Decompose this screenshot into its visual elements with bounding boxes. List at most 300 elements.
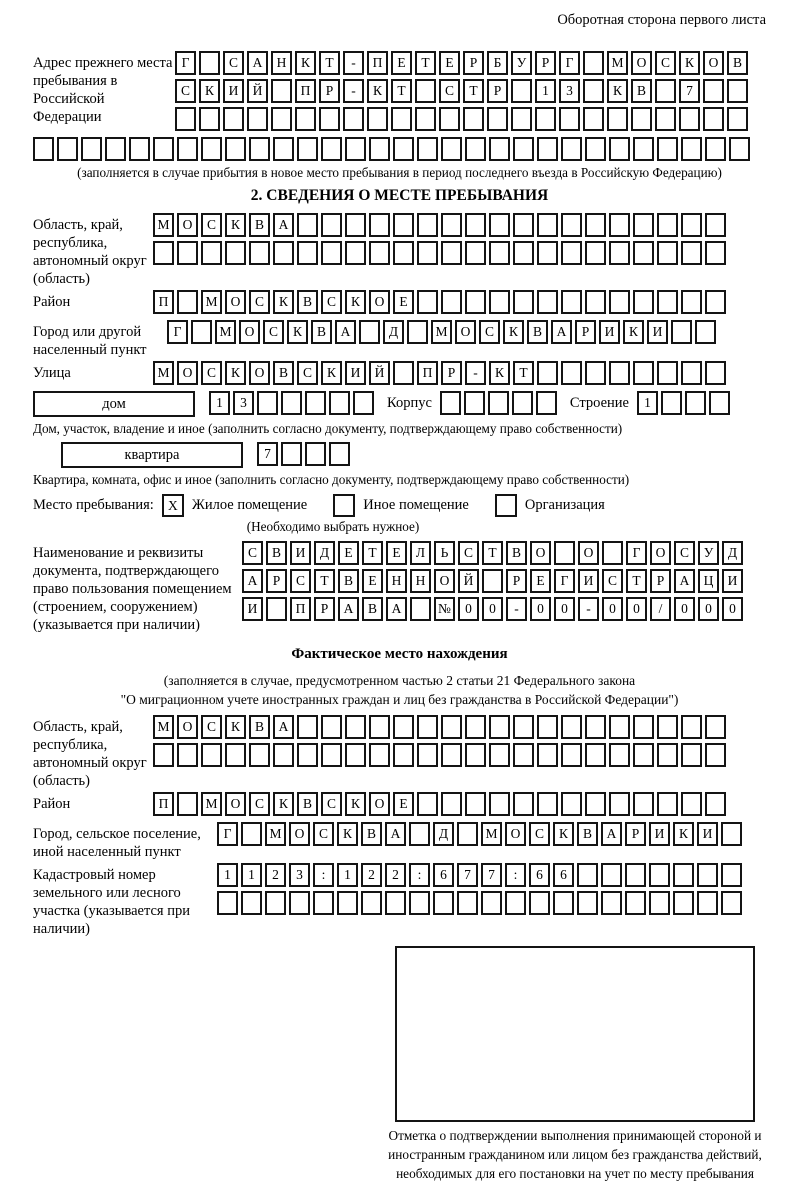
char-cell[interactable] (393, 743, 414, 767)
char-cell[interactable] (201, 743, 222, 767)
char-cell[interactable] (511, 79, 532, 103)
char-cell[interactable]: А (273, 715, 294, 739)
char-cell[interactable] (657, 290, 678, 314)
char-cell[interactable] (609, 137, 630, 161)
char-cell[interactable] (271, 79, 292, 103)
char-cell[interactable]: Й (369, 361, 390, 385)
char-cell[interactable]: С (263, 320, 284, 344)
char-cell[interactable]: У (698, 541, 719, 565)
char-cell[interactable] (249, 137, 270, 161)
char-cell[interactable]: К (321, 361, 342, 385)
char-cell[interactable]: У (511, 51, 532, 75)
char-cell[interactable] (153, 137, 174, 161)
char-cell[interactable]: С (321, 792, 342, 816)
char-cell[interactable] (319, 107, 340, 131)
char-cell[interactable]: Е (338, 541, 359, 565)
char-cell[interactable] (265, 891, 286, 915)
char-cell[interactable] (273, 137, 294, 161)
char-cell[interactable] (609, 290, 630, 314)
char-cell[interactable] (457, 891, 478, 915)
char-cell[interactable] (441, 792, 462, 816)
char-cell[interactable] (273, 743, 294, 767)
char-cell[interactable]: М (201, 290, 222, 314)
char-cell[interactable] (321, 743, 342, 767)
char-cell[interactable]: О (369, 290, 390, 314)
char-cell[interactable] (433, 891, 454, 915)
char-cell[interactable] (721, 863, 742, 887)
char-cell[interactable] (685, 391, 706, 415)
char-cell[interactable] (657, 743, 678, 767)
char-cell[interactable] (602, 541, 623, 565)
char-cell[interactable] (417, 213, 438, 237)
char-cell[interactable] (417, 792, 438, 816)
char-cell[interactable] (345, 715, 366, 739)
char-cell[interactable] (601, 863, 622, 887)
char-cell[interactable]: 1 (241, 863, 262, 887)
char-cell[interactable] (266, 597, 287, 621)
char-cell[interactable] (271, 107, 292, 131)
char-cell[interactable] (673, 863, 694, 887)
checkbox-organization[interactable] (495, 494, 517, 517)
char-cell[interactable]: С (321, 290, 342, 314)
char-cell[interactable] (217, 891, 238, 915)
char-cell[interactable] (393, 715, 414, 739)
char-cell[interactable]: Л (410, 541, 431, 565)
char-cell[interactable] (440, 391, 461, 415)
char-cell[interactable] (407, 320, 428, 344)
char-cell[interactable]: Р (625, 822, 646, 846)
char-cell[interactable] (705, 361, 726, 385)
char-cell[interactable]: О (177, 213, 198, 237)
char-cell[interactable] (417, 137, 438, 161)
char-cell[interactable]: Г (626, 541, 647, 565)
char-cell[interactable]: Т (482, 541, 503, 565)
char-cell[interactable] (585, 137, 606, 161)
char-cell[interactable] (441, 290, 462, 314)
char-cell[interactable]: 1 (217, 863, 238, 887)
char-cell[interactable] (705, 137, 726, 161)
char-cell[interactable]: К (295, 51, 316, 75)
char-cell[interactable] (561, 213, 582, 237)
char-cell[interactable]: П (153, 792, 174, 816)
char-cell[interactable] (441, 137, 462, 161)
char-cell[interactable]: В (249, 715, 270, 739)
char-cell[interactable] (345, 241, 366, 265)
char-cell[interactable] (505, 891, 526, 915)
char-cell[interactable] (511, 107, 532, 131)
char-cell[interactable] (409, 822, 430, 846)
char-cell[interactable]: 6 (553, 863, 574, 887)
char-cell[interactable] (409, 891, 430, 915)
char-cell[interactable]: О (177, 361, 198, 385)
char-cell[interactable] (225, 241, 246, 265)
char-cell[interactable]: С (674, 541, 695, 565)
char-cell[interactable]: Д (383, 320, 404, 344)
char-cell[interactable] (729, 137, 750, 161)
char-cell[interactable] (177, 290, 198, 314)
char-cell[interactable] (601, 891, 622, 915)
char-cell[interactable] (537, 213, 558, 237)
char-cell[interactable]: Н (271, 51, 292, 75)
char-cell[interactable] (537, 792, 558, 816)
char-cell[interactable] (671, 320, 692, 344)
char-cell[interactable]: В (577, 822, 598, 846)
char-cell[interactable]: К (337, 822, 358, 846)
char-cell[interactable]: О (177, 715, 198, 739)
char-cell[interactable]: Е (393, 290, 414, 314)
char-cell[interactable] (81, 137, 102, 161)
char-cell[interactable]: И (223, 79, 244, 103)
char-cell[interactable] (561, 361, 582, 385)
char-cell[interactable] (537, 361, 558, 385)
char-cell[interactable]: - (578, 597, 599, 621)
char-cell[interactable] (369, 137, 390, 161)
char-cell[interactable]: Е (530, 569, 551, 593)
char-cell[interactable]: А (247, 51, 268, 75)
char-cell[interactable]: К (345, 290, 366, 314)
char-cell[interactable] (655, 79, 676, 103)
char-cell[interactable] (681, 241, 702, 265)
char-cell[interactable] (585, 361, 606, 385)
char-cell[interactable]: С (602, 569, 623, 593)
char-cell[interactable]: К (489, 361, 510, 385)
char-cell[interactable]: В (266, 541, 287, 565)
char-cell[interactable] (513, 792, 534, 816)
char-cell[interactable] (439, 107, 460, 131)
char-cell[interactable] (561, 290, 582, 314)
char-cell[interactable] (57, 137, 78, 161)
char-cell[interactable]: М (153, 715, 174, 739)
char-cell[interactable] (513, 241, 534, 265)
char-cell[interactable] (537, 715, 558, 739)
char-cell[interactable] (554, 541, 575, 565)
char-cell[interactable]: В (249, 213, 270, 237)
char-cell[interactable]: В (297, 290, 318, 314)
char-cell[interactable]: Р (266, 569, 287, 593)
char-cell[interactable]: 0 (482, 597, 503, 621)
char-cell[interactable]: М (481, 822, 502, 846)
char-cell[interactable]: К (503, 320, 524, 344)
char-cell[interactable] (297, 213, 318, 237)
char-cell[interactable] (705, 290, 726, 314)
char-cell[interactable]: И (722, 569, 743, 593)
char-cell[interactable] (705, 213, 726, 237)
char-cell[interactable]: О (650, 541, 671, 565)
char-cell[interactable] (585, 743, 606, 767)
char-cell[interactable]: 3 (289, 863, 310, 887)
char-cell[interactable]: Е (439, 51, 460, 75)
char-cell[interactable]: К (287, 320, 308, 344)
char-cell[interactable]: Е (386, 541, 407, 565)
char-cell[interactable]: Т (319, 51, 340, 75)
char-cell[interactable]: Т (626, 569, 647, 593)
char-cell[interactable] (583, 107, 604, 131)
char-cell[interactable] (257, 391, 278, 415)
char-cell[interactable] (289, 891, 310, 915)
char-cell[interactable]: С (655, 51, 676, 75)
char-cell[interactable]: 7 (481, 863, 502, 887)
char-cell[interactable] (247, 107, 268, 131)
char-cell[interactable] (465, 241, 486, 265)
char-cell[interactable] (345, 743, 366, 767)
char-cell[interactable] (679, 107, 700, 131)
char-cell[interactable]: Н (410, 569, 431, 593)
char-cell[interactable] (153, 743, 174, 767)
char-cell[interactable]: 1 (209, 391, 230, 415)
char-cell[interactable]: О (530, 541, 551, 565)
char-cell[interactable]: Й (458, 569, 479, 593)
char-cell[interactable]: С (201, 715, 222, 739)
char-cell[interactable] (295, 107, 316, 131)
char-cell[interactable] (281, 391, 302, 415)
char-cell[interactable]: К (367, 79, 388, 103)
char-cell[interactable]: Н (386, 569, 407, 593)
char-cell[interactable]: А (385, 822, 406, 846)
char-cell[interactable] (393, 361, 414, 385)
char-cell[interactable] (561, 715, 582, 739)
char-cell[interactable]: Т (415, 51, 436, 75)
char-cell[interactable] (369, 213, 390, 237)
char-cell[interactable] (657, 715, 678, 739)
char-cell[interactable]: С (249, 290, 270, 314)
char-cell[interactable] (359, 320, 380, 344)
char-cell[interactable] (625, 891, 646, 915)
char-cell[interactable] (343, 107, 364, 131)
char-cell[interactable] (177, 792, 198, 816)
char-cell[interactable] (321, 137, 342, 161)
char-cell[interactable]: : (409, 863, 430, 887)
char-cell[interactable] (337, 891, 358, 915)
char-cell[interactable] (385, 891, 406, 915)
char-cell[interactable]: Г (167, 320, 188, 344)
checkbox-residential[interactable]: X (162, 494, 184, 517)
char-cell[interactable]: Б (487, 51, 508, 75)
char-cell[interactable] (661, 391, 682, 415)
char-cell[interactable]: И (578, 569, 599, 593)
char-cell[interactable]: К (225, 361, 246, 385)
char-cell[interactable] (537, 743, 558, 767)
char-cell[interactable] (535, 107, 556, 131)
char-cell[interactable] (321, 241, 342, 265)
char-cell[interactable] (465, 715, 486, 739)
char-cell[interactable] (512, 391, 533, 415)
char-cell[interactable]: Д (314, 541, 335, 565)
char-cell[interactable]: Р (487, 79, 508, 103)
char-cell[interactable]: 0 (530, 597, 551, 621)
char-cell[interactable]: М (265, 822, 286, 846)
char-cell[interactable] (191, 320, 212, 344)
char-cell[interactable]: П (367, 51, 388, 75)
char-cell[interactable] (481, 891, 502, 915)
char-cell[interactable] (657, 213, 678, 237)
char-cell[interactable]: В (311, 320, 332, 344)
char-cell[interactable] (369, 715, 390, 739)
char-cell[interactable] (649, 863, 670, 887)
char-cell[interactable]: Р (441, 361, 462, 385)
char-cell[interactable] (513, 137, 534, 161)
char-cell[interactable] (721, 891, 742, 915)
char-cell[interactable] (241, 891, 262, 915)
char-cell[interactable] (489, 743, 510, 767)
char-cell[interactable]: О (631, 51, 652, 75)
char-cell[interactable]: 1 (535, 79, 556, 103)
char-cell[interactable]: 2 (265, 863, 286, 887)
char-cell[interactable]: О (434, 569, 455, 593)
char-cell[interactable]: О (225, 290, 246, 314)
char-cell[interactable]: М (607, 51, 628, 75)
char-cell[interactable] (609, 743, 630, 767)
char-cell[interactable]: Ь (434, 541, 455, 565)
char-cell[interactable]: А (242, 569, 263, 593)
char-cell[interactable] (633, 715, 654, 739)
char-cell[interactable] (441, 241, 462, 265)
char-cell[interactable] (177, 137, 198, 161)
char-cell[interactable]: И (599, 320, 620, 344)
char-cell[interactable]: А (674, 569, 695, 593)
char-cell[interactable] (537, 137, 558, 161)
char-cell[interactable] (727, 107, 748, 131)
char-cell[interactable]: Р (506, 569, 527, 593)
char-cell[interactable] (577, 891, 598, 915)
char-cell[interactable] (463, 107, 484, 131)
char-cell[interactable]: Е (362, 569, 383, 593)
char-cell[interactable] (305, 442, 326, 466)
char-cell[interactable]: О (369, 792, 390, 816)
char-cell[interactable] (391, 107, 412, 131)
char-cell[interactable]: 6 (529, 863, 550, 887)
char-cell[interactable] (657, 137, 678, 161)
char-cell[interactable] (681, 137, 702, 161)
char-cell[interactable] (513, 290, 534, 314)
char-cell[interactable] (345, 137, 366, 161)
char-cell[interactable] (633, 361, 654, 385)
char-cell[interactable]: С (201, 361, 222, 385)
char-cell[interactable] (721, 822, 742, 846)
char-cell[interactable]: В (338, 569, 359, 593)
char-cell[interactable]: В (362, 597, 383, 621)
char-cell[interactable]: В (727, 51, 748, 75)
char-cell[interactable] (329, 391, 350, 415)
char-cell[interactable]: К (273, 792, 294, 816)
char-cell[interactable] (129, 137, 150, 161)
char-cell[interactable]: 0 (698, 597, 719, 621)
char-cell[interactable] (705, 715, 726, 739)
char-cell[interactable] (633, 241, 654, 265)
char-cell[interactable] (585, 290, 606, 314)
char-cell[interactable] (393, 213, 414, 237)
char-cell[interactable]: В (297, 792, 318, 816)
char-cell[interactable] (561, 241, 582, 265)
char-cell[interactable] (225, 137, 246, 161)
char-cell[interactable]: К (273, 290, 294, 314)
char-cell[interactable] (585, 792, 606, 816)
char-cell[interactable] (345, 213, 366, 237)
char-cell[interactable] (681, 361, 702, 385)
char-cell[interactable] (681, 213, 702, 237)
char-cell[interactable]: А (551, 320, 572, 344)
char-cell[interactable] (607, 107, 628, 131)
char-cell[interactable]: И (345, 361, 366, 385)
char-cell[interactable] (417, 241, 438, 265)
char-cell[interactable]: Т (314, 569, 335, 593)
char-cell[interactable]: К (225, 213, 246, 237)
char-cell[interactable]: О (455, 320, 476, 344)
char-cell[interactable]: 3 (233, 391, 254, 415)
char-cell[interactable]: С (175, 79, 196, 103)
char-cell[interactable] (577, 863, 598, 887)
char-cell[interactable] (697, 863, 718, 887)
char-cell[interactable] (367, 107, 388, 131)
char-cell[interactable] (465, 213, 486, 237)
char-cell[interactable]: С (297, 361, 318, 385)
char-cell[interactable] (417, 743, 438, 767)
char-cell[interactable] (457, 822, 478, 846)
char-cell[interactable]: К (553, 822, 574, 846)
char-cell[interactable] (225, 743, 246, 767)
char-cell[interactable] (673, 891, 694, 915)
char-cell[interactable]: - (465, 361, 486, 385)
char-cell[interactable]: Р (535, 51, 556, 75)
char-cell[interactable]: 7 (679, 79, 700, 103)
char-cell[interactable] (393, 241, 414, 265)
char-cell[interactable]: И (647, 320, 668, 344)
char-cell[interactable]: Р (575, 320, 596, 344)
char-cell[interactable] (513, 715, 534, 739)
char-cell[interactable]: П (153, 290, 174, 314)
char-cell[interactable]: Р (650, 569, 671, 593)
char-cell[interactable]: Ц (698, 569, 719, 593)
char-cell[interactable] (609, 213, 630, 237)
char-cell[interactable] (657, 792, 678, 816)
char-cell[interactable]: В (631, 79, 652, 103)
char-cell[interactable] (369, 743, 390, 767)
char-cell[interactable] (417, 290, 438, 314)
char-cell[interactable] (464, 391, 485, 415)
char-cell[interactable] (631, 107, 652, 131)
char-cell[interactable]: Е (391, 51, 412, 75)
char-cell[interactable] (153, 241, 174, 265)
char-cell[interactable] (681, 290, 702, 314)
char-cell[interactable] (633, 137, 654, 161)
char-cell[interactable]: С (223, 51, 244, 75)
char-cell[interactable] (415, 79, 436, 103)
char-cell[interactable] (297, 137, 318, 161)
char-cell[interactable]: Г (175, 51, 196, 75)
char-cell[interactable] (417, 715, 438, 739)
char-cell[interactable] (177, 241, 198, 265)
char-cell[interactable]: К (623, 320, 644, 344)
char-cell[interactable] (537, 241, 558, 265)
char-cell[interactable] (727, 79, 748, 103)
char-cell[interactable]: Т (391, 79, 412, 103)
char-cell[interactable]: Д (722, 541, 743, 565)
char-cell[interactable]: С (439, 79, 460, 103)
char-cell[interactable] (585, 241, 606, 265)
char-cell[interactable] (441, 743, 462, 767)
char-cell[interactable]: : (313, 863, 334, 887)
char-cell[interactable]: О (289, 822, 310, 846)
char-cell[interactable]: Р (314, 597, 335, 621)
char-cell[interactable]: / (650, 597, 671, 621)
char-cell[interactable] (681, 743, 702, 767)
char-cell[interactable] (625, 863, 646, 887)
char-cell[interactable] (489, 137, 510, 161)
char-cell[interactable]: 1 (637, 391, 658, 415)
char-cell[interactable] (410, 597, 431, 621)
char-cell[interactable]: М (153, 213, 174, 237)
char-cell[interactable]: Г (559, 51, 580, 75)
char-cell[interactable]: 0 (722, 597, 743, 621)
